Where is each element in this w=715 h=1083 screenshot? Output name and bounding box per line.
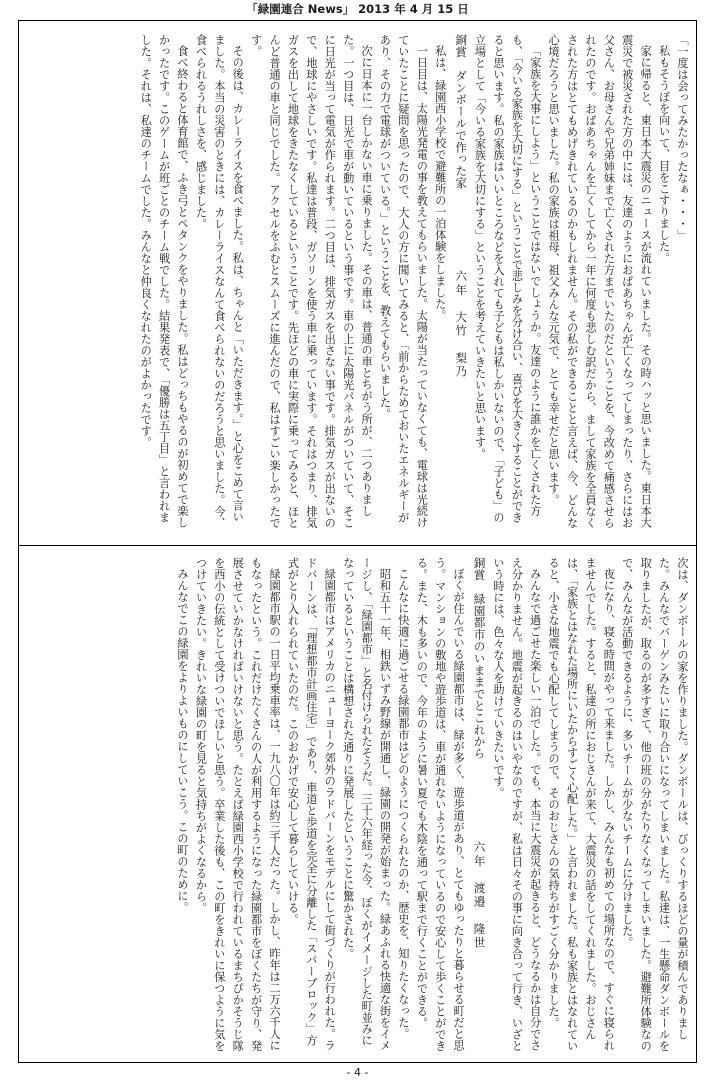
article-paragraph: 次は、ダンボールの家を作りました。ダンボールは、びっくりするほどの量が積んでありました。みんなでバーゲンみたいに取り合いになってしまいました。私達は、一生懸命ダンボールを取りましたが、取るのが多すぎて、他の班の分がたりなくなってしまいました。避難所体験なので、みんなが活動できるように、多いチームが少ないチームに分けました。	[620, 557, 689, 1052]
article-paragraph: こんなに快適に過ごせる緑園都市はどのようにつくられたのか、歴史を、知りたくなった。	[396, 568, 410, 1040]
article-paragraph: 私は、緑園西小学校で避難所の一泊体験をしました。	[433, 45, 447, 322]
article-byline: 六年 渡邉 隆世	[472, 840, 487, 950]
article-heading	[470, 557, 488, 1054]
newsletter-header: 「緑園連合 News」 2013 年 4 月 15 日	[246, 2, 469, 16]
article-paragraph: みんなで過ごせた楽しい一泊でした。でも、本当に大震災が起きると、どうなるかは自分でさえ分かりません。地震が起きるのはいやなのですが、私は日々その事に向き合って行き、いざという時には、色々な人を助けていきたいです。	[491, 557, 542, 1052]
article-heading	[452, 34, 470, 534]
article-cardboard-house	[136, 34, 470, 534]
article-cardboard-house-continued	[489, 557, 691, 1054]
article-paragraph: 一日目は、太陽光発電の事を教えてもらいました。太陽が当たっていなくても、電球は光続けていたことに疑問を思ったので、大人の方に聞いてみると、「前からためておいたエネルギーがあり、その力で電球がついている。」ということを、教えてもらいました。	[378, 34, 429, 529]
article-paragraph: 昭和五十一年、相鉄いずみ野線が開通し、緑園の開発が始まった。緑あふれる快適な街をイメージし、「緑園都市」と名付けられたそうだ。三十六年経った今、ぼくがイメージした町並みになっているということは構想された通りに発展したということに驚かされた。	[341, 557, 392, 1052]
article-paragraph: 食べ終わると体育館で、ふき弓とペタンクをやりました。私はどっちもやるのが初めてで楽しかったです。このゲームが班ごとのチーム戦でした。結果発表で、「優勝は五丁目」と言われました。それは、私達のチームでした。みんなと仲良くなれたのがよかったです。	[139, 34, 190, 529]
intro-quote: 「一度は会ってみたかったなぁ・・・」	[676, 34, 689, 241]
intro-paragraph: 家に帰ると、東日本大震災のニュースが流れていました。その時ハッと思いました。東日本大震災で被災された方の中には、友達のようにおばあちゃんが亡くなってしまったり、さらにはお父さん、お母さんや兄弟姉妹まで亡くされた方までいたのだということを、今改めて痛感させられたのです。おばあちゃんを亡くしてから一年に何度も悲しむ訳だから、まして家族を全員なくされた方はとてもめげきれているのかもしれません。その私ができることと言えば、今、どんな心境だろうと思いました。私の家族は祖母、祖父みんな元気で、とても幸せだと思います。	[547, 34, 653, 529]
intro-paragraph: 私もそうぼを向いて、目をこすりました。	[657, 45, 671, 264]
bottom-section	[23, 557, 691, 1054]
article-paragraph: 緑園都市駅の一日平均乗車率は、一九八〇年は約三千人だった。しかし、昨年は二万六千人にもなったという。これだけたくさんの人が利用するようになった緑園都市をぼくたちが守り、発展させていかなければいけないと思う。たとえば緑園西小学校で行われているまちぴかそうじ隊を西小の伝統として受けついでほしいと思う。卒業した後も、この町をきれいに保つように気をつけていきたい。きれいな緑園の町を見ると気持ちがよくなるから。	[194, 557, 282, 1052]
page-number: - 4 -	[346, 1066, 369, 1079]
article-paragraph: 次に日本に一台しかない車に乗りました。その車は、普通の車とちがう所が、二つありました。一つ目は、日光で車が動いているという事です。車の上に太陽光パネルがついていて、そこに日光が当って電気が作られます。二つ目は、排気ガスを出さない事です。排気ガスが出ないので、地球にやさしいです。私達は普段、ガソリンを使う車に乗っています。それはつまり、排気ガスを出して地球をきたなくしているということです。先ほどの車に実際に乗ってみると、ほとんど普通の車と同じでした。アクセルをふむとスムーズに進んだので、私はすごい楽しかったです。	[249, 34, 374, 529]
article-paragraph: ぼくが住んでいる緑園都市は、緑が多く、遊歩道があり、とてもゆったりと暮らせる町だと思う。マンションの敷地や遊歩道は、車が通れないようになっているので安心して歩くことができる。また、木も多いので、今年のように暑い夏でも木陰を通って駅まで行くことができる。	[415, 557, 466, 1052]
section-divider	[18, 545, 697, 546]
top-section	[23, 34, 691, 534]
article-paragraph: その後は、カレーライスを食べました。私は、ちゃんと「いただきます。」と心をこめて言いました。本当の災害のときには、カレーライスなんて食べられないのだろうと思いました。今、食べられるうれしさを、感じました。	[194, 34, 245, 529]
article-paragraph: 緑園都市はアメリカのニューヨーク郊外のラドバーンをモデルにして街づくりが行われた。ラドバーンは、「理想都市計画住宅」であり、車道と歩道を完全に分離した「スパーブロック」方式がとり入れられていたのだ。このおかげで安心して暮らしていける。	[286, 557, 337, 1052]
article-ryokuen-city	[173, 557, 489, 1054]
intro-paragraph: 「家族を大事にしよう」ということではないでしょうか。友達のように誰かを亡くされた方も、「今いる家族を大切にする」ということで悲しみを分け合い、喜びを大きくすることができると思います。私の家族はいいところなどを入れても子どもは私しかいないので、「子ども」の立場として「今いる家族を大切にする」ということを考えていきたいと思います。	[473, 34, 542, 523]
article-byline: 六年 大竹 梨乃	[454, 269, 469, 379]
article-title: 銅賞 ダンボールで作った家	[454, 34, 469, 189]
article-family-essay-end	[470, 34, 691, 534]
article-paragraph: みんなでこの緑園をよりよいものにしていこう。この町のために。	[176, 568, 190, 914]
article-title: 銅賞 緑園都市のいままでとこれから	[472, 557, 487, 760]
article-paragraph: 夜になり、寝る時間がやって来ました。しかし、みんなも初めての場所なので、すぐに寝られませんでした。すると、私達の所におじさんが来て、大震災の話をしてくれました。おじさんは、「家族とはなれた場所にいたからすごく心配した。」と言われました。私も家族とはなれていると、小さな地震でも心配してしまうので、そのおじさんの気持ちがすごく分かりました。	[547, 557, 616, 1052]
